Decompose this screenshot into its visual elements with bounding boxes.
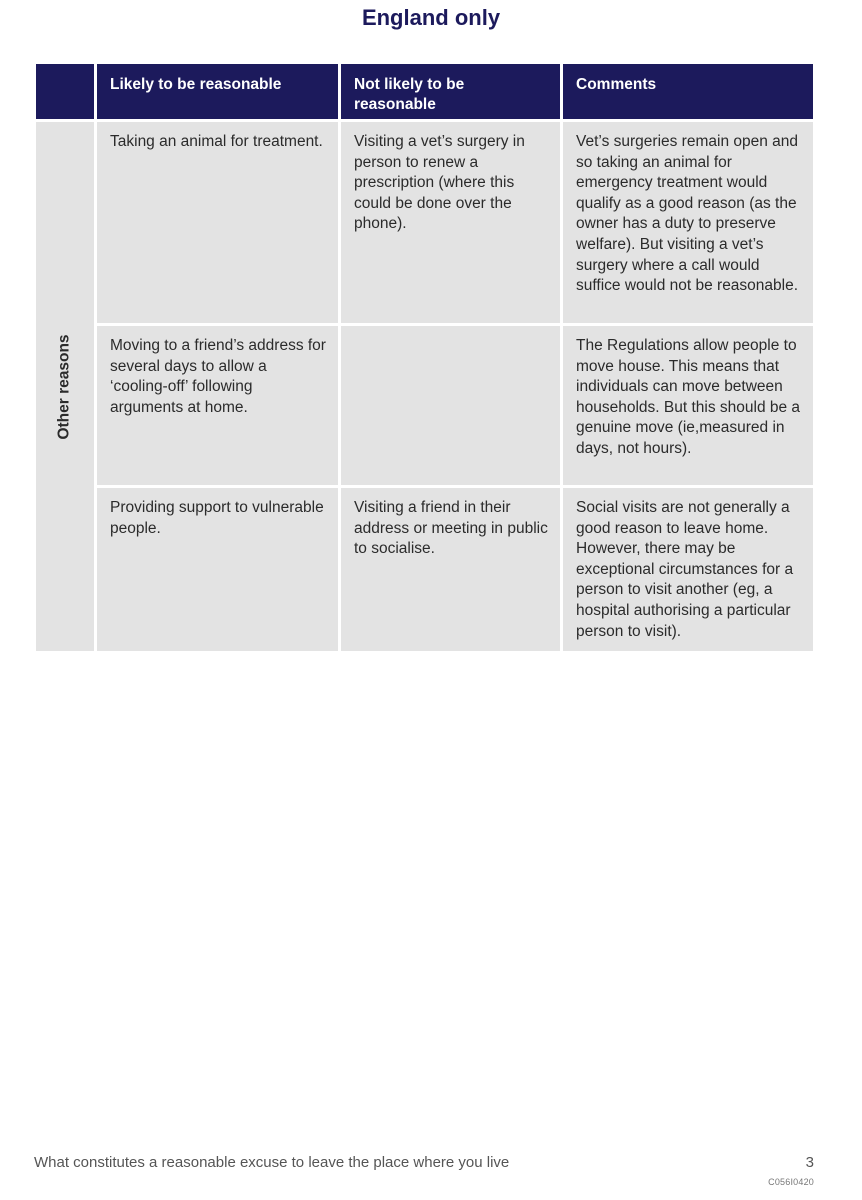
side-label: Other reasons [55,333,73,440]
footer-text: What constitutes a reasonable excuse to leave the place where you live [34,1154,510,1171]
side-label-cell [36,122,94,651]
row-3-likely: Providing support to vulnerable people. [97,488,338,651]
row-2-likely: Moving to a friend’s address for several days to allow a ‘cooling-off’ following arguments at home. [97,326,338,485]
page-number: 3 [805,1154,814,1171]
page-title: England only [361,5,501,30]
row-2-not-likely [341,326,560,485]
row-3-comments: Social visits are not generally a good reason to leave home. However, there may be exceptional circumstances for a person to visit another (eg, a hospital authorising a particular person to visit). [563,488,813,651]
row-3-not-likely: Visiting a friend in their address or meeting in public to socialise. [341,488,560,651]
document-code: C056I0420 [768,1177,814,1187]
row-1-comments: Vet’s surgeries remain open and so taking an animal for emergency treatment would qualify as a good reason (as the owner has a duty to preserve welfare). But visiting a vet’s surgery where a call would suffice would not be reasonable. [563,122,813,323]
row-1-likely: Taking an animal for treatment. [97,122,338,323]
header-not-likely: Not likely to be reasonable [341,64,560,119]
header-comments: Comments [563,64,813,119]
row-2-comments: The Regulations allow people to move house. This means that individuals can move between households. But this should be a genuine move (ie,measured in days, not hours). [563,326,813,485]
reasons-table [36,64,813,651]
row-1-not-likely: Visiting a vet’s surgery in person to renew a prescription (where this could be done over the phone). [341,122,560,323]
header-likely: Likely to be reasonable [97,64,338,119]
header-corner-cell [36,64,94,119]
